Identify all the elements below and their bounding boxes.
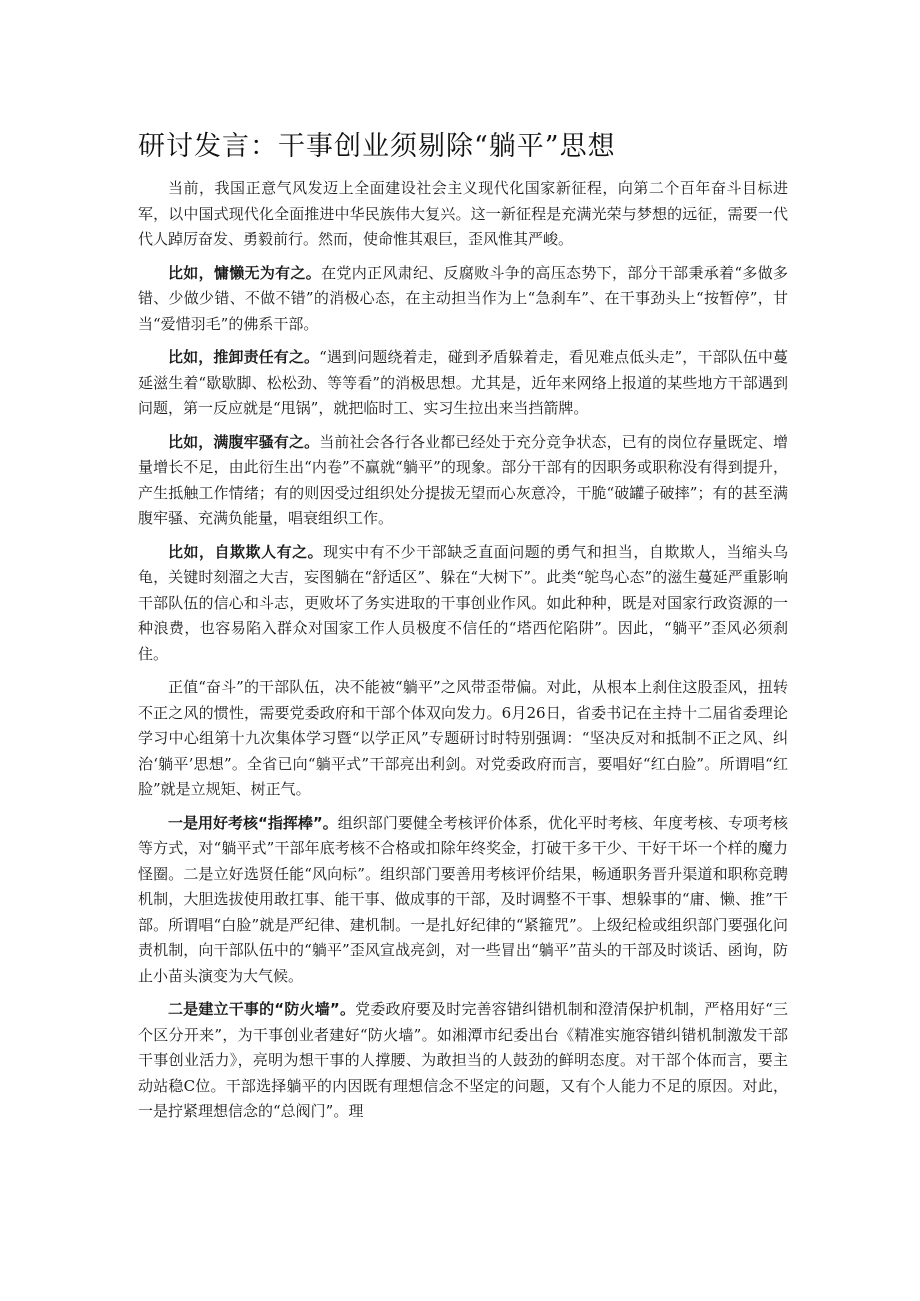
paragraph-text: 党委政府要及时完善容错纠错机制和澄清保护机制，严格用好“三个区分开来”，为干事创业者建好“防火墙”。如湘潭市纪委出台《精准实施容错纠错机制激发干部干事创业活力》，亮明为想干事的人撑腰、为敢担当的人鼓劲的鲜明态度。对干部个体而言，要主动站稳C位。干部选择躺平的内因既有理想信念不坚定的问题，又有个人能力不足的原因。对此，一是拧紧理想信念的“总阀门”。理 bbox=[138, 1000, 789, 1120]
document-body bbox=[138, 176, 788, 1133]
paragraph-3 bbox=[138, 345, 788, 422]
paragraph-8 bbox=[138, 997, 788, 1125]
paragraph-5 bbox=[138, 540, 788, 668]
paragraph-lead: 比如，推卸责任有之。 bbox=[168, 348, 320, 366]
paragraph-lead: 比如，自欺欺人有之。 bbox=[168, 542, 324, 561]
paragraph-4 bbox=[138, 430, 788, 532]
paragraph-text: “遇到问题绕着走，碰到矛盾躲着走，看见难点低头走”，干部队伍中蔓延滋生着“歇歇脚、松松劲、等等看”的消极思想。尤其是，近年来网络上报道的某些地方干部遇到问题，第一反应就是“甩锅”，就把临时工、实习生拉出来当挡箭牌。 bbox=[138, 348, 788, 417]
paragraph-text: 组织部门要健全考核评价体系，优化平时考核、年度考核、专项考核等方式，对“躺平式”干部年底考核不合格或扣除年终奖金，打破干多干少、干好干坏一个样的魔力怪圈。二是立好选贤任能“风向标”。组织部门要善用考核评价结果，畅通职务晋升渠道和职称竞聘机制，大胆选拔使用敢扛事、能干事、做成事的干部，及时调整不干事、想躲事的“庸、懒、推”干部。所谓唱“白脸”就是严纪律、建机制。一是扎好纪律的“紧箍咒”。上级纪检或组织部门要强化问责机制，向干部队伍中的“躺平”歪风宣战亮剑，对一些冒出“躺平”苗头的干部及时谈话、函询，防止小苗头演变为大气候。 bbox=[138, 813, 788, 985]
paragraph-text: 当前，我国正意气风发迈上全面建设社会主义现代化国家新征程，向第二个百年奋斗目标进军，以中国式现代化全面推进中华民族伟大复兴。这一新征程是充满光荣与梦想的远征，需要一代代人踔厉奋发、勇毅前行。然而，使命惟其艰巨，歪风惟其严峻。 bbox=[138, 179, 788, 248]
paragraph-1 bbox=[138, 176, 788, 253]
paragraph-6 bbox=[138, 675, 788, 803]
paragraph-2 bbox=[138, 261, 788, 338]
paragraph-lead: 比如，慵懒无为有之。 bbox=[168, 263, 322, 282]
paragraph-text: 正值“奋斗”的干部队伍，决不能被“躺平”之风带歪带偏。对此，从根本上刹住这股歪风，扭转不正之风的惯性，需要党委政府和干部个体双向发力。6月26日，省委书记在主持十二届省委理论学习中心组第十九次集体学习暨“以学正风”专题研讨时特别强调：“坚决反对和抵制不正之风、纠治‘躺平’思想”。全省已向“躺平式”干部亮出利剑。对党委政府而言，要唱好“红白脸”。所谓唱“红脸”就是立规矩、树正气。 bbox=[138, 678, 788, 798]
paragraph-text: 当前社会各行各业都已经处于充分竞争状态，已有的岗位存量既定、增量增长不足，由此衍生出“内卷”不赢就“躺平”的现象。部分干部有的因职务或职称没有得到提升，产生抵触工作情绪；有的则因受过组织处分提拔无望而心灰意冷，干脆“破罐子破摔”；有的甚至满腹牢骚、充满负能量，唱衰组织工作。 bbox=[138, 432, 788, 527]
document-title: 研讨发言：干事创业须剔除“躺平”思想 bbox=[138, 131, 616, 162]
paragraph-7 bbox=[138, 811, 788, 990]
paragraph-lead: 比如，满腹牢骚有之。 bbox=[168, 432, 320, 451]
paragraph-lead: 一是用好考核“指挥棒”。 bbox=[168, 813, 338, 832]
paragraph-text: 现实中有不少干部缺乏直面问题的勇气和担当，自欺欺人，当缩头乌龟，关键时刻溜之大吉，妄图躺在“舒适区”、躲在“大树下”。此类“鸵鸟心态”的滋生蔓延严重影响干部队伍的信心和斗志，更败坏了务实进取的干事创业作风。如此种种，既是对国家行政资源的一种浪费，也容易陷入群众对国家工作人员极度不信任的“塔西佗陷阱”。因此，“躺平”歪风必须刹住。 bbox=[138, 542, 788, 663]
paragraph-lead: 二是建立干事的“防火墙”。 bbox=[168, 1000, 356, 1018]
paragraph-text: 在党内正风肃纪、反腐败斗争的高压态势下，部分干部秉承着“多做多错、少做少错、不做不错”的消极心态，在主动担当作为上“急刹车”、在干事劲头上“按暂停”，甘当“爱惜羽毛”的佛系干部。 bbox=[138, 263, 788, 333]
